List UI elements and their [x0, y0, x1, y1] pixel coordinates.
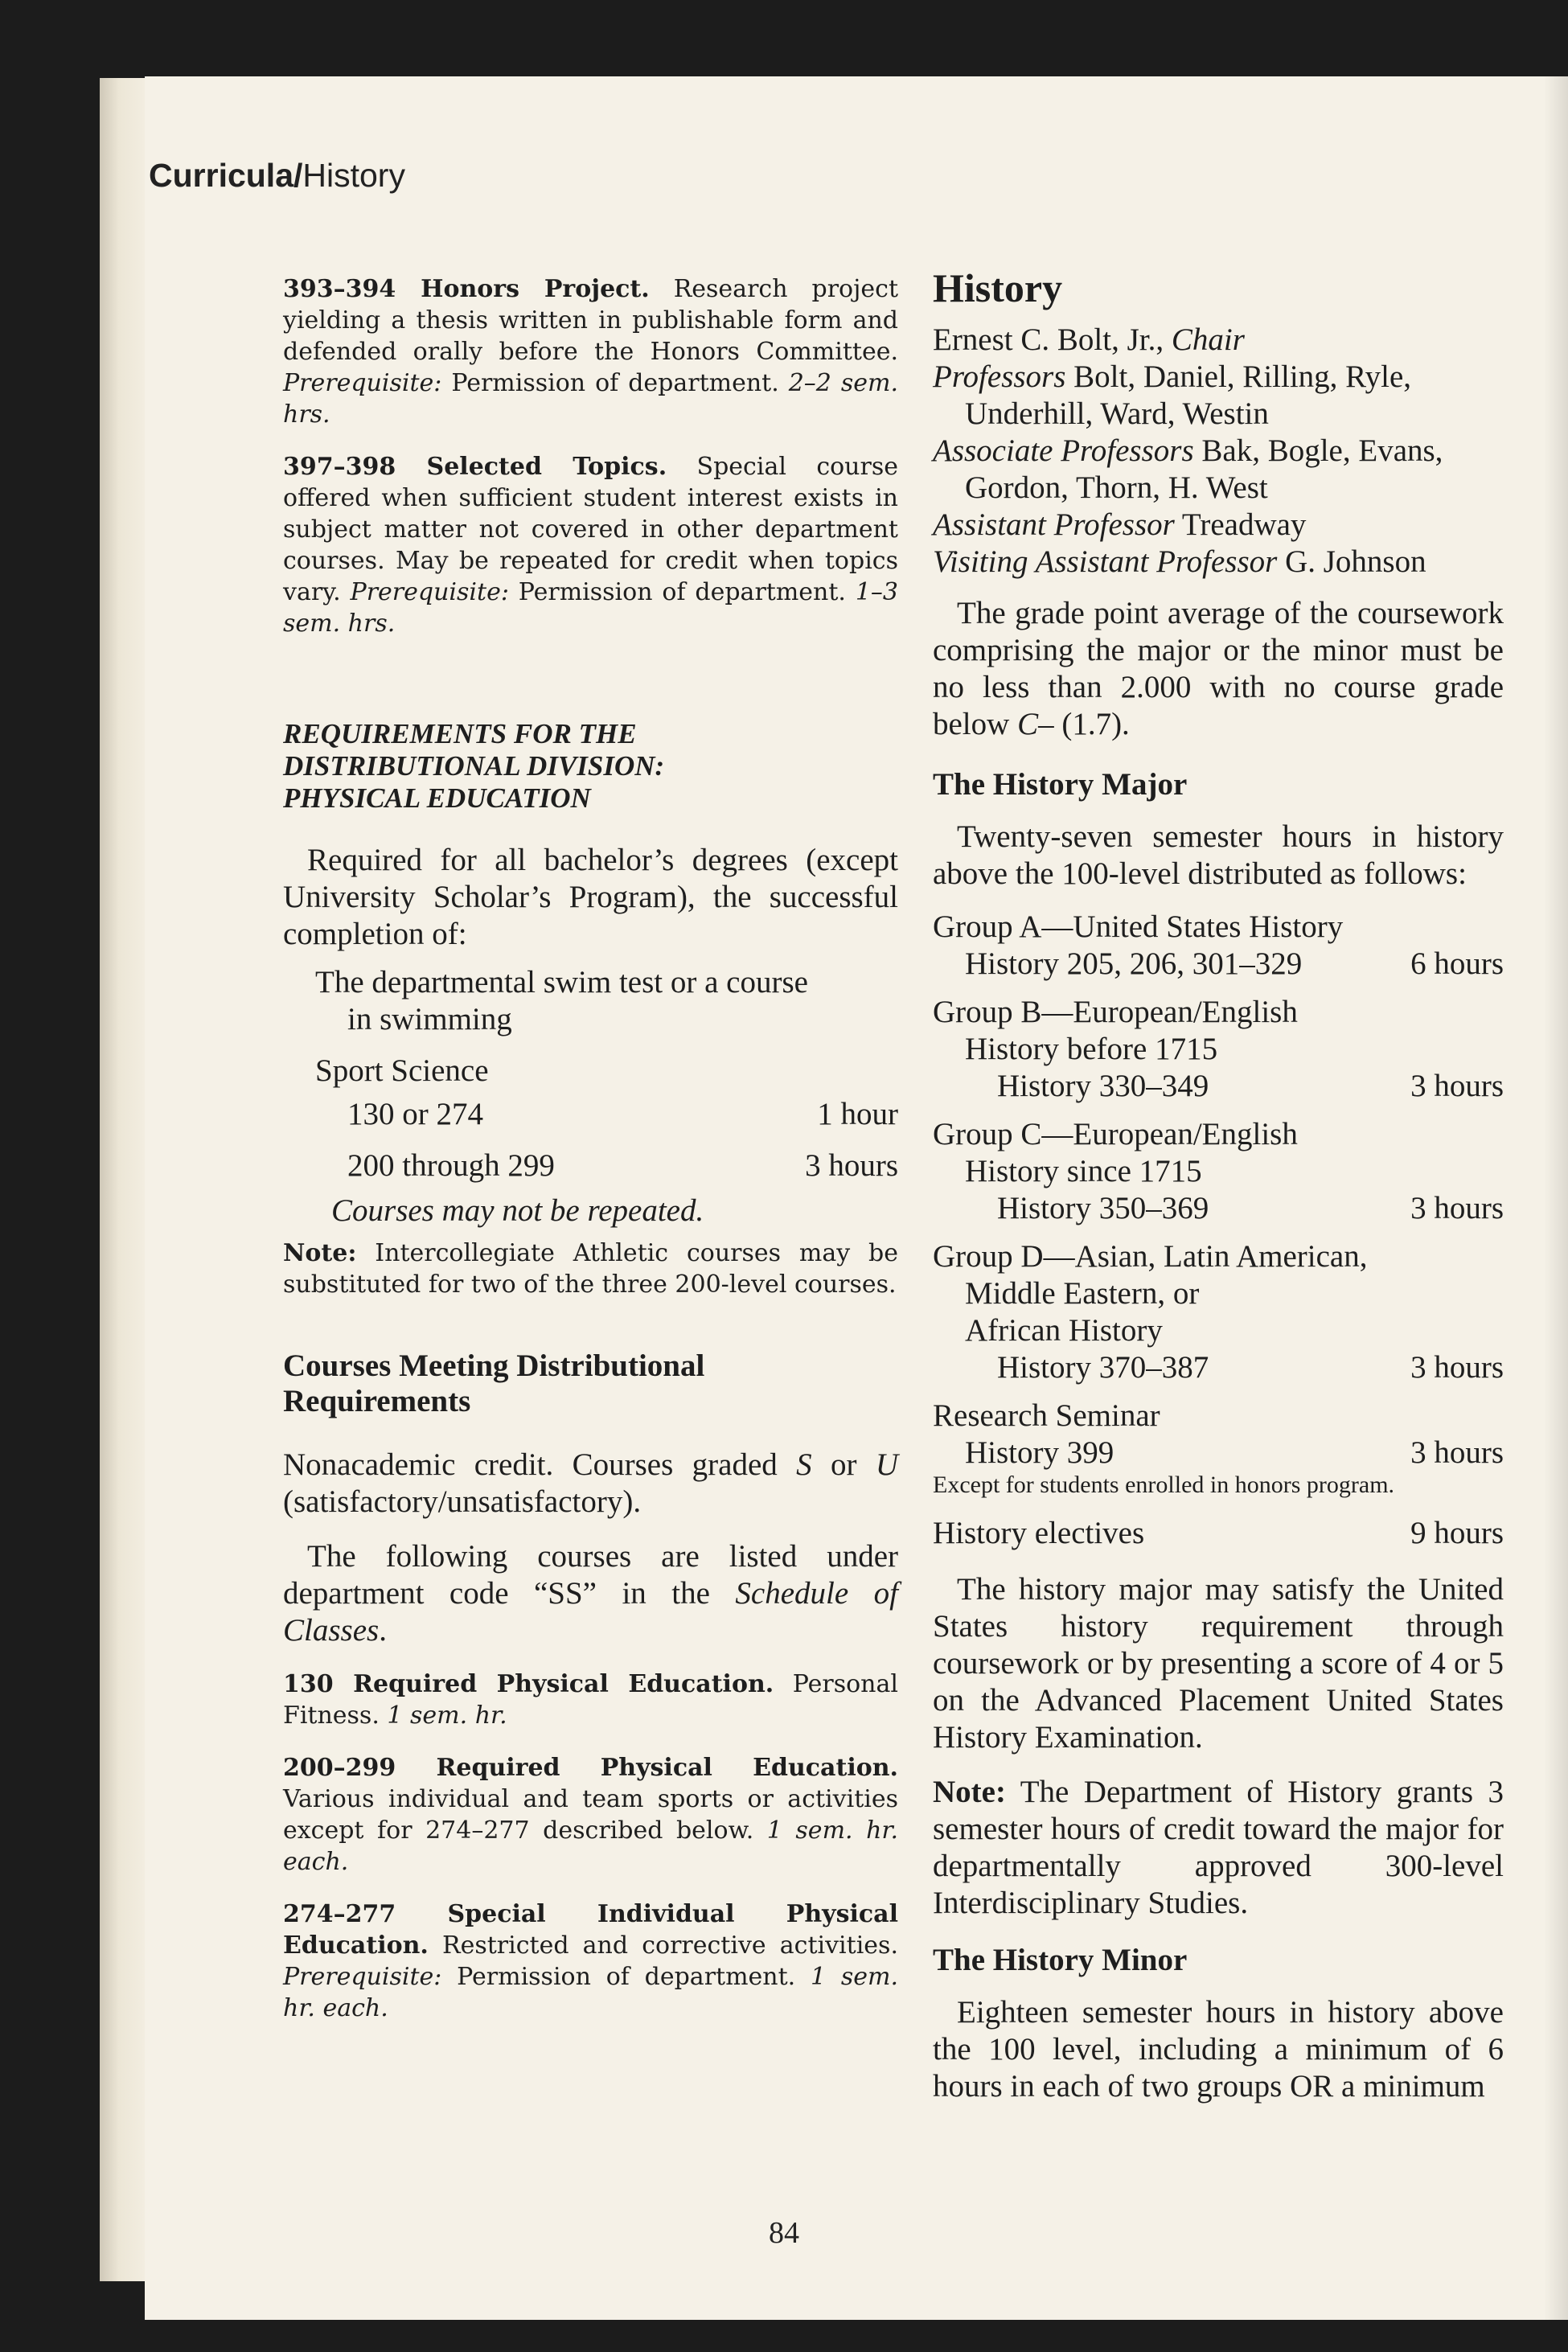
faculty-rank: Assistant Professor: [933, 507, 1175, 542]
requirements-heading-line: REQUIREMENTS FOR THE: [283, 718, 637, 749]
faculty-names: Underhill, Ward, Westin: [965, 396, 1269, 431]
no-repeat-note: Courses may not be repeated.: [331, 1193, 704, 1228]
course-title: 397–398 Selected Topics.: [283, 453, 667, 481]
right-column: [933, 265, 1504, 2116]
course-description: Research project yielding a thesis written in publishable form and defended orally before the Honors Committee.: [283, 275, 899, 366]
course-credit: 1 sem. hr. each.: [283, 1816, 898, 1876]
faculty-list: [933, 322, 1504, 581]
prereq-label: Prerequisite:: [283, 1963, 442, 1991]
following-courses-text: [283, 1538, 898, 1649]
faculty-names: Bolt, Daniel, Rilling, Ryle,: [1065, 359, 1412, 394]
chair-name: Ernest C. Bolt, Jr.,: [933, 322, 1172, 357]
group-hours: 3 hours: [1410, 1350, 1504, 1385]
header-section: Curricula/: [149, 157, 303, 194]
grade-u: U: [875, 1447, 898, 1482]
nonacad-part: (satisfactory/unsatisfactory).: [283, 1484, 642, 1519]
course-entry: [283, 1752, 898, 1878]
group-c: [933, 1116, 1504, 1227]
requirements-heading-line: PHYSICAL EDUCATION: [283, 782, 591, 814]
requirements-intro: Required for all bachelor’s degrees (except University Scholar’s Program), the successful completion of:: [283, 843, 898, 951]
course-entry: [283, 1898, 898, 2024]
note-label: Note:: [283, 1239, 357, 1267]
nonacademic-text: [283, 1447, 898, 1521]
sport-row: [315, 1096, 898, 1133]
course-credit: 1 sem. hr. each.: [283, 1963, 898, 2022]
sport-row-label: 200 through 299: [347, 1148, 555, 1183]
us-history-requirement: The history major may satisfy the United States history requirement through coursework or by presenting a score of 4 or 5 on the Advanced Placement United States History Examination.: [933, 1572, 1504, 1755]
course-credit: 2–2 sem. hrs.: [283, 369, 898, 429]
faculty-professors: [933, 359, 1504, 396]
swim-line: in swimming: [347, 1002, 512, 1036]
group-label: History since 1715: [965, 1154, 1202, 1188]
group-course: History 399: [965, 1435, 1114, 1470]
sport-science-text: Sport Science: [315, 1053, 489, 1088]
group-d: [933, 1238, 1504, 1386]
course-description: Special course offered when sufficient student interest exists in subject matter not covered in other department courses. May be repeated for credit when topics vary.: [283, 453, 898, 606]
course-title: 274–277 Special Individual Physical Education.: [283, 1900, 898, 1960]
group-course-row: [933, 1435, 1504, 1472]
left-column: [283, 273, 898, 2045]
group-label: Group A—United States History: [933, 909, 1344, 944]
major-heading: The History Major: [933, 767, 1188, 802]
nonacad-part: or: [811, 1447, 876, 1482]
course-entry: [283, 1669, 898, 1731]
swim-line: The departmental swim test or a course: [315, 965, 808, 999]
book-page-edges: [100, 78, 148, 2281]
group-label: Group B—European/English: [933, 995, 1298, 1029]
group-course-row: [933, 946, 1504, 983]
group-label: Group D—Asian, Latin American,: [933, 1239, 1368, 1274]
electives-label: History electives: [933, 1516, 1145, 1550]
course-entry: [283, 273, 898, 430]
course-description: Various individual and team sports or activities except for 274–277 described below.: [283, 1785, 898, 1845]
research-seminar: [933, 1398, 1504, 1472]
nonacad-part: Nonacademic credit. Courses graded: [283, 1447, 797, 1482]
sport-row-label: 130 or 274: [347, 1097, 483, 1131]
faculty-chair: [933, 322, 1504, 359]
courses-heading: Courses Meeting Distributional Requirements: [283, 1348, 705, 1418]
faculty-names: Bak, Bogle, Evans,: [1193, 433, 1443, 468]
gpa-text: – (1.7).: [1038, 707, 1130, 741]
swim-requirement: [315, 964, 898, 1038]
note-label: Note:: [933, 1775, 1006, 1809]
sport-row-value: 1 hour: [817, 1097, 898, 1131]
electives-hours: 9 hours: [1410, 1516, 1504, 1550]
group-course-row: [933, 1190, 1504, 1227]
course-description: Personal Fitness.: [283, 1670, 898, 1730]
minor-text: Eighteen semester hours in history above the 100 level, including a minimum of 6 hours in each of two groups OR a minimum: [933, 1995, 1504, 2104]
sport-science-block: [315, 1053, 898, 1184]
schedule-of-classes: Schedule of Classes: [283, 1576, 898, 1648]
faculty-rank: Visiting Assistant Professor: [933, 544, 1278, 579]
faculty-rank: Associate Professors: [933, 433, 1194, 468]
faculty-names: Treadway: [1174, 507, 1307, 542]
note-text: The Department of History grants 3 semester hours of credit toward the major for departmentally approved 300-level Interdisciplinary Studies.: [933, 1775, 1504, 1920]
faculty-names: Gordon, Thorn, H. West: [965, 470, 1268, 505]
prereq-text: Permission of department.: [441, 369, 789, 397]
course-description: Restricted and corrective activities.: [428, 1931, 898, 1960]
sport-row-value: 3 hours: [805, 1148, 898, 1183]
gpa-grade: C: [1017, 707, 1039, 741]
faculty-rank: Professors: [933, 359, 1066, 394]
course-title: 130 Required Physical Education.: [283, 1670, 774, 1698]
honors-exception: Except for students enrolled in honors program.: [933, 1472, 1395, 1498]
course-title: 393–394 Honors Project.: [283, 275, 650, 303]
prereq-text: Permission of department.: [508, 578, 856, 606]
requirements-heading: [283, 718, 898, 815]
intercollegiate-note: [283, 1238, 898, 1300]
group-hours: 3 hours: [1410, 1435, 1504, 1470]
group-course: History 330–349: [997, 1069, 1209, 1103]
faculty-visiting: [933, 544, 1504, 581]
group-b: [933, 994, 1504, 1105]
requirements-heading-line: DISTRIBUTIONAL DIVISION:: [283, 750, 665, 782]
minor-heading: The History Minor: [933, 1943, 1188, 1977]
faculty-assistant: [933, 507, 1504, 544]
group-course-row: [933, 1068, 1504, 1105]
note-text: Intercollegiate Athletic courses may be substituted for two of the three 200-level courses.: [283, 1239, 898, 1299]
major-intro: Twenty-seven semester hours in history above the 100-level distributed as follows:: [933, 819, 1504, 891]
group-label: Research Seminar: [933, 1398, 1160, 1433]
faculty-names: G. Johnson: [1277, 544, 1426, 579]
faculty-associate: [933, 433, 1504, 470]
group-course: History 370–387: [997, 1350, 1209, 1385]
prereq-text: Permission of department.: [441, 1963, 811, 1991]
group-hours: 3 hours: [1410, 1191, 1504, 1225]
course-entry: [283, 451, 898, 639]
group-course: History 350–369: [997, 1191, 1209, 1225]
department-title: History: [933, 265, 1063, 310]
group-label: History before 1715: [965, 1032, 1218, 1066]
history-credit-note: [933, 1774, 1504, 1922]
following-part: The following courses are listed under department code “SS” in the: [283, 1539, 898, 1611]
sport-row: [315, 1147, 898, 1184]
following-part: .: [379, 1613, 387, 1648]
running-header: [149, 157, 405, 195]
group-a: [933, 909, 1504, 983]
header-subsection: History: [302, 157, 405, 194]
gpa-text: The grade point average of the coursework comprising the major or the minor must be no less than 2.000 with no course grade below: [933, 596, 1504, 741]
electives-row: [933, 1515, 1504, 1552]
group-hours: 3 hours: [1410, 1069, 1504, 1103]
sport-science-label: [315, 1053, 898, 1090]
group-label: Group C—European/English: [933, 1117, 1298, 1151]
prereq-label: Prerequisite:: [350, 578, 509, 606]
chair-role: Chair: [1171, 322, 1245, 357]
course-credit: 1–3 sem. hrs.: [283, 578, 898, 638]
gpa-requirement: [933, 595, 1504, 743]
course-title: 200–299 Required Physical Education.: [283, 1754, 898, 1782]
grade-s: S: [796, 1447, 812, 1482]
group-hours: 6 hours: [1410, 946, 1504, 981]
group-label: Middle Eastern, or: [965, 1276, 1200, 1311]
page-number: 84: [769, 2216, 799, 2250]
group-course-row: [933, 1349, 1504, 1386]
prereq-label: Prerequisite:: [283, 369, 442, 397]
group-course: History 205, 206, 301–329: [965, 946, 1303, 981]
course-credit: 1 sem. hr.: [387, 1701, 507, 1730]
group-label: African History: [965, 1313, 1163, 1348]
